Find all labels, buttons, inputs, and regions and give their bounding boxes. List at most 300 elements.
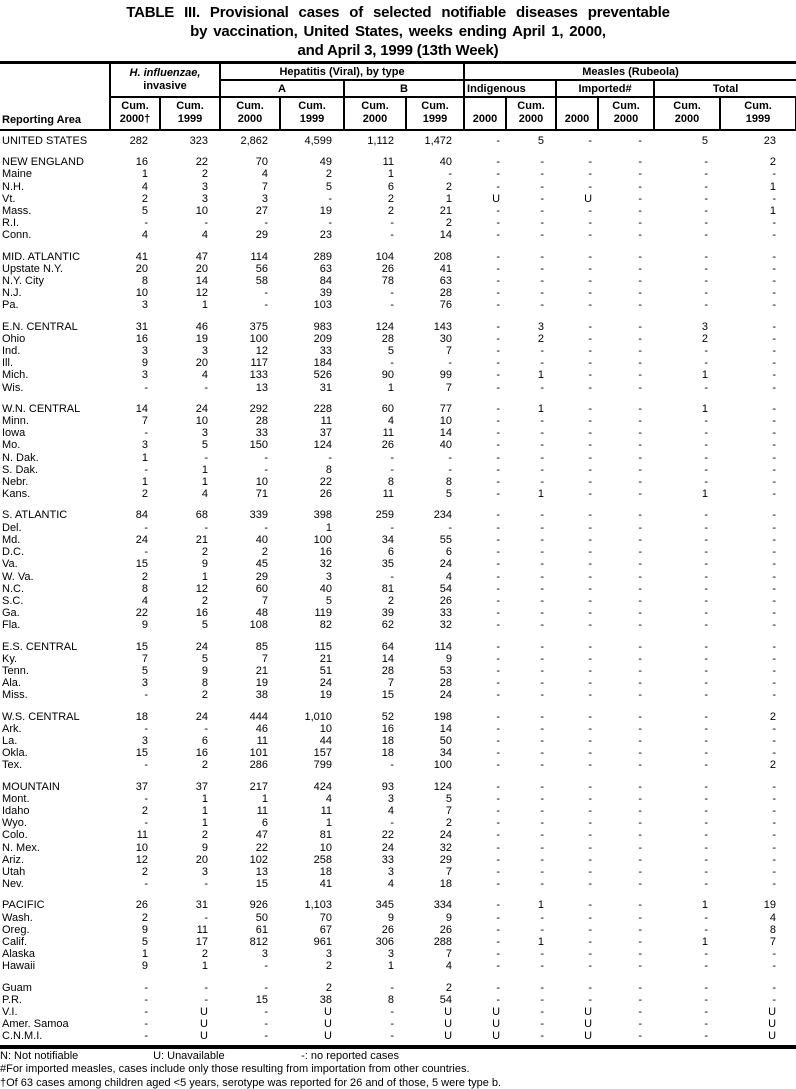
value-cell: - (588, 792, 593, 805)
value-cell: 28 (381, 332, 394, 345)
h-influenzae-group-header (110, 63, 220, 98)
value-cell: - (144, 381, 148, 394)
value-cell: 258 (313, 853, 332, 866)
value-cell: 1 (201, 463, 208, 476)
table-row (0, 583, 796, 595)
value-cell: 289 (313, 250, 332, 263)
reporting-area-cell: V.I. (2, 1006, 18, 1018)
value-cell: 323 (189, 135, 208, 147)
value-cell: 33 (319, 345, 332, 358)
value-cell: - (496, 619, 501, 632)
value-cell: - (144, 217, 148, 230)
value-cell: 4 (201, 488, 208, 501)
value-cell: 1 (701, 488, 709, 501)
value-cell: 7 (445, 381, 453, 394)
table-row (0, 263, 796, 275)
value-cell: 5 (201, 619, 208, 632)
value-cell: 54 (439, 582, 453, 595)
value-cell: - (638, 1006, 643, 1018)
value-cell: - (638, 853, 643, 866)
value-cell: - (772, 582, 777, 595)
value-cell: - (638, 156, 643, 169)
value-cell: 40 (255, 533, 268, 546)
value-cell: 70 (319, 911, 332, 924)
value-cell: - (638, 546, 643, 559)
value-cell: 3 (387, 948, 394, 961)
value-cell: - (772, 865, 777, 878)
value-cell: 31 (195, 899, 208, 912)
value-cell: 18 (135, 710, 148, 723)
value-cell: - (588, 463, 593, 476)
value-cell: 2 (201, 948, 208, 961)
value-cell: - (390, 217, 394, 230)
value-cell: 39 (381, 607, 394, 620)
value-cell: 27 (255, 205, 268, 218)
table-row (0, 711, 796, 723)
table-row (0, 522, 796, 534)
value-cell: U (492, 1030, 501, 1043)
value-cell: 108 (249, 619, 268, 632)
value-cell: - (588, 156, 593, 169)
value-cell: 1 (537, 402, 545, 415)
value-cell: - (704, 558, 709, 571)
value-cell: - (540, 664, 545, 677)
value-cell: 2 (769, 156, 777, 169)
value-cell: - (588, 652, 593, 665)
value-cell: - (638, 923, 643, 936)
value-cell: - (496, 415, 501, 428)
value-cell: - (204, 217, 208, 230)
value-cell: - (638, 320, 643, 333)
value-cell: - (540, 792, 545, 805)
value-cell: 7 (769, 935, 777, 948)
value-cell: - (540, 463, 545, 476)
value-cell: 2 (201, 594, 208, 607)
value-cell: - (264, 1006, 268, 1018)
column-header: Cum. 1999 (406, 97, 464, 130)
value-cell: U (768, 1030, 777, 1043)
section-gap (0, 973, 796, 982)
value-cell: - (638, 369, 643, 382)
value-cell: - (588, 734, 593, 747)
value-cell: 28 (255, 415, 268, 428)
reporting-area-cell: Ariz. (2, 853, 24, 866)
value-cell: 16 (135, 156, 148, 169)
value-cell: - (704, 582, 709, 595)
value-cell: - (772, 427, 777, 440)
value-cell: 2 (141, 488, 148, 501)
value-cell: 209 (313, 332, 332, 345)
value-cell: 47 (255, 829, 268, 842)
value-cell: - (496, 332, 501, 345)
value-cell: 35 (381, 558, 394, 571)
value-cell: - (588, 829, 593, 842)
value-cell: U (324, 1006, 332, 1018)
value-cell: - (772, 817, 777, 830)
value-cell: - (772, 878, 777, 891)
reporting-area-cell: Ill. (2, 357, 13, 370)
value-cell: 983 (313, 320, 332, 333)
reporting-area-cell: D.C. (2, 546, 24, 559)
value-cell: 184 (313, 357, 332, 370)
value-cell: - (540, 948, 545, 961)
value-cell: 16 (319, 546, 332, 559)
value-cell: - (496, 640, 501, 653)
value-cell: - (704, 841, 709, 854)
value-cell: - (540, 275, 545, 288)
value-cell: - (540, 722, 545, 735)
value-cell: - (144, 689, 148, 702)
value-cell: - (638, 804, 643, 817)
reporting-area-cell: E.S. CENTRAL (2, 640, 78, 653)
value-cell: 1 (387, 960, 394, 973)
value-cell: - (588, 521, 593, 534)
value-cell: 11 (196, 923, 208, 936)
value-cell: 14 (439, 722, 453, 735)
value-cell: - (638, 582, 643, 595)
value-cell: 1,472 (424, 135, 453, 147)
value-cell: - (264, 981, 268, 994)
value-cell: 22 (319, 476, 332, 489)
value-cell: 84 (135, 509, 148, 522)
value-cell: 9 (141, 923, 148, 936)
value-cell: 1 (387, 168, 394, 181)
value-cell: 24 (135, 533, 148, 546)
value-cell: 26 (319, 488, 332, 501)
value-cell: 5 (141, 205, 148, 218)
table-row (0, 369, 796, 381)
reporting-area-cell: Nev. (2, 878, 24, 891)
reporting-area-cell: W. Va. (2, 570, 34, 583)
value-cell: 1 (701, 935, 709, 948)
value-cell: 2 (201, 168, 208, 181)
value-cell: 8 (769, 923, 777, 936)
value-cell: 26 (439, 923, 453, 936)
table-row (0, 899, 796, 911)
value-cell: - (638, 509, 643, 522)
value-cell: 19 (195, 332, 208, 345)
value-cell: - (704, 689, 709, 702)
value-cell: - (772, 853, 777, 866)
value-cell: - (588, 570, 593, 583)
h-influenzae-label: H. influenzae, (129, 67, 201, 79)
value-cell: 5 (445, 488, 453, 501)
value-cell: 2 (387, 205, 394, 218)
value-cell: - (588, 262, 593, 275)
value-cell: - (264, 287, 268, 300)
value-cell: 53 (439, 664, 453, 677)
table-row (0, 924, 796, 936)
value-cell: 17 (195, 935, 208, 948)
value-cell: 16 (135, 332, 148, 345)
reporting-area-cell: R.I. (2, 217, 20, 230)
value-cell: 2 (445, 981, 453, 994)
value-cell: - (638, 747, 643, 760)
value-cell: - (588, 205, 593, 218)
value-cell: 799 (313, 759, 332, 772)
value-cell: 119 (314, 607, 332, 620)
value-cell: 81 (319, 829, 332, 842)
value-cell: - (540, 993, 545, 1006)
value-cell: 100 (313, 533, 332, 546)
invasive-label: invasive (143, 80, 187, 92)
table-row (0, 653, 796, 665)
table-title-line-2: by vaccination, United States, weeks ending April 1, 2000, (190, 23, 606, 40)
value-cell: 339 (249, 509, 268, 522)
value-cell: U (444, 1006, 453, 1018)
value-cell: - (772, 804, 777, 817)
reporting-area-cell: Wash. (2, 911, 33, 924)
value-cell: - (638, 935, 643, 948)
value-cell: - (704, 275, 709, 288)
value-cell: - (772, 262, 777, 275)
value-cell: - (588, 415, 593, 428)
value-cell: 3 (201, 180, 208, 193)
value-cell: 29 (255, 229, 268, 242)
value-cell: 15 (135, 640, 148, 653)
value-cell: 16 (381, 722, 394, 735)
table-row (0, 759, 796, 771)
table-row (0, 912, 796, 924)
value-cell: U (444, 1030, 453, 1043)
value-cell: 21 (255, 664, 268, 677)
value-cell: - (540, 829, 545, 842)
value-cell: 9 (201, 558, 208, 571)
value-cell: - (588, 664, 593, 677)
reporting-area-cell: Fla. (2, 619, 21, 632)
value-cell: 2,862 (240, 135, 268, 147)
value-cell: 4,599 (304, 135, 332, 147)
value-cell: - (496, 853, 501, 866)
value-cell: 4 (387, 415, 394, 428)
value-cell: - (588, 357, 593, 370)
value-cell: - (704, 299, 709, 312)
value-cell: 2 (325, 960, 332, 973)
value-cell: 55 (439, 533, 453, 546)
value-cell: - (144, 759, 148, 772)
value-cell: 37 (135, 780, 148, 793)
value-cell: - (704, 476, 709, 489)
value-cell: 5 (325, 594, 332, 607)
value-cell: 33 (381, 853, 394, 866)
value-cell: 12 (135, 853, 148, 866)
value-cell: 50 (255, 911, 268, 924)
value-cell: - (496, 345, 501, 358)
value-cell: 1 (537, 935, 545, 948)
value-cell: - (390, 1018, 394, 1031)
value-cell: 6 (201, 734, 208, 747)
value-cell: - (144, 521, 148, 534)
reporting-area-cell: Amer. Samoa (2, 1018, 69, 1031)
value-cell: 31 (135, 320, 148, 333)
value-cell: - (540, 427, 545, 440)
value-cell: 21 (439, 205, 453, 218)
value-cell: 34 (439, 747, 453, 760)
value-cell: 81 (381, 582, 394, 595)
value-cell: 3 (325, 948, 332, 961)
value-cell: - (496, 948, 501, 961)
value-cell: 15 (135, 558, 148, 571)
table-row (0, 607, 796, 619)
value-cell: - (588, 299, 593, 312)
reporting-area-cell: MID. ATLANTIC (2, 250, 81, 263)
value-cell: - (540, 804, 545, 817)
value-cell: - (588, 168, 593, 181)
value-cell: 14 (439, 229, 453, 242)
value-cell: - (704, 747, 709, 760)
value-cell: 143 (433, 320, 453, 333)
value-cell: - (496, 427, 501, 440)
table-row (0, 878, 796, 890)
section-gap (0, 394, 796, 403)
table-title-line-3: and April 3, 1999 (13th Week) (297, 42, 499, 59)
value-cell: - (772, 381, 777, 394)
value-cell: - (772, 640, 777, 653)
reporting-area-cell: S. Dak. (2, 463, 39, 476)
value-cell: - (772, 981, 777, 994)
value-cell: 39 (319, 287, 332, 300)
table-row (0, 948, 796, 960)
value-cell: - (638, 594, 643, 607)
value-cell: - (638, 710, 643, 723)
value-cell: 2 (141, 192, 148, 205)
value-cell: U (324, 1018, 332, 1031)
value-cell: - (704, 817, 709, 830)
value-cell: 2 (141, 804, 148, 817)
value-cell: - (540, 1018, 545, 1031)
value-cell: - (496, 463, 501, 476)
value-cell: - (704, 722, 709, 735)
value-cell: - (496, 829, 501, 842)
value-cell: - (540, 287, 545, 300)
reporting-area-cell: Mont. (2, 792, 30, 805)
value-cell: 29 (255, 570, 268, 583)
value-cell: 70 (255, 156, 268, 169)
value-cell: - (540, 381, 545, 394)
value-cell: 1 (141, 168, 148, 181)
value-cell: 7 (261, 180, 268, 193)
value-cell: - (588, 345, 593, 358)
value-cell: 20 (195, 853, 208, 866)
value-cell: - (144, 722, 148, 735)
value-cell: 60 (255, 582, 268, 595)
value-cell: 41 (319, 878, 332, 891)
value-cell: - (588, 509, 593, 522)
value-cell: - (496, 262, 501, 275)
column-header: Cum. 2000 (344, 97, 406, 130)
value-cell: - (704, 960, 709, 973)
value-cell: 6 (387, 180, 394, 193)
value-cell: - (772, 369, 777, 382)
value-cell: - (638, 878, 643, 891)
value-cell: 24 (439, 689, 453, 702)
value-cell: U (200, 1006, 208, 1018)
value-cell: - (540, 817, 545, 830)
value-cell: 31 (319, 381, 332, 394)
value-cell: 1 (537, 488, 545, 501)
total-header: Total (654, 80, 796, 97)
value-cell: 288 (433, 935, 453, 948)
value-cell: 61 (255, 923, 268, 936)
value-cell: - (772, 948, 777, 961)
column-header: Cum. 1999 (720, 97, 796, 130)
value-cell: 40 (439, 156, 453, 169)
value-cell: 208 (433, 250, 453, 263)
value-cell: 24 (195, 640, 208, 653)
value-cell: - (264, 521, 268, 534)
value-cell: - (704, 262, 709, 275)
table-row (0, 936, 796, 948)
value-cell: 4 (445, 960, 453, 973)
reporting-area-cell: NEW ENGLAND (2, 156, 84, 169)
value-cell: - (496, 747, 501, 760)
value-cell: - (540, 156, 545, 169)
value-cell: - (204, 911, 208, 924)
value-cell: 117 (250, 357, 268, 370)
reporting-area-cell: La. (2, 734, 18, 747)
value-cell: - (772, 250, 777, 263)
value-cell: U (584, 1030, 593, 1043)
value-cell: 124 (313, 439, 332, 452)
section-gap (0, 772, 796, 781)
value-cell: 38 (255, 689, 268, 702)
imported-header: Imported# (556, 80, 654, 97)
value-cell: - (588, 369, 593, 382)
value-cell: 24 (439, 829, 453, 842)
value-cell: - (588, 275, 593, 288)
table-row (0, 619, 796, 631)
legend-unavailable: U: Unavailable (153, 1049, 225, 1062)
value-cell: U (768, 1018, 777, 1031)
value-cell: - (704, 463, 709, 476)
value-cell: 444 (249, 710, 268, 723)
value-cell: 104 (375, 250, 394, 263)
value-cell: - (496, 570, 501, 583)
reporting-area-cell: Upstate N.Y. (2, 262, 63, 275)
value-cell: 8 (141, 582, 148, 595)
value-cell: - (588, 594, 593, 607)
value-cell: 52 (381, 710, 394, 723)
value-cell: - (144, 546, 148, 559)
section-gap (0, 147, 796, 156)
value-cell: U (324, 1030, 332, 1043)
reporting-area-cell: Maine (2, 168, 32, 181)
table-row (0, 1030, 796, 1042)
value-cell: 7 (445, 804, 453, 817)
value-cell: - (704, 677, 709, 690)
value-cell: 26 (439, 594, 453, 607)
value-cell: 4 (325, 792, 332, 805)
value-cell: 3 (261, 192, 268, 205)
table-row (0, 217, 796, 229)
reporting-area-cell: Del. (2, 521, 22, 534)
value-cell: 26 (381, 439, 394, 452)
footnote-imported-measles: #For imported measles, cases include only those resulting from importation from other countries. (0, 1063, 470, 1076)
value-cell: - (704, 229, 709, 242)
value-cell: - (638, 759, 643, 772)
value-cell: 2 (261, 546, 268, 559)
table-row (0, 982, 796, 994)
value-cell: - (638, 180, 643, 193)
value-cell: - (772, 345, 777, 358)
value-cell: 11 (256, 734, 268, 747)
value-cell: - (772, 402, 777, 415)
value-cell: 82 (319, 619, 332, 632)
reporting-area-cell: Vt. (2, 192, 16, 205)
footnotes (0, 1045, 796, 1089)
value-cell: - (390, 463, 394, 476)
value-cell: - (144, 1018, 148, 1031)
